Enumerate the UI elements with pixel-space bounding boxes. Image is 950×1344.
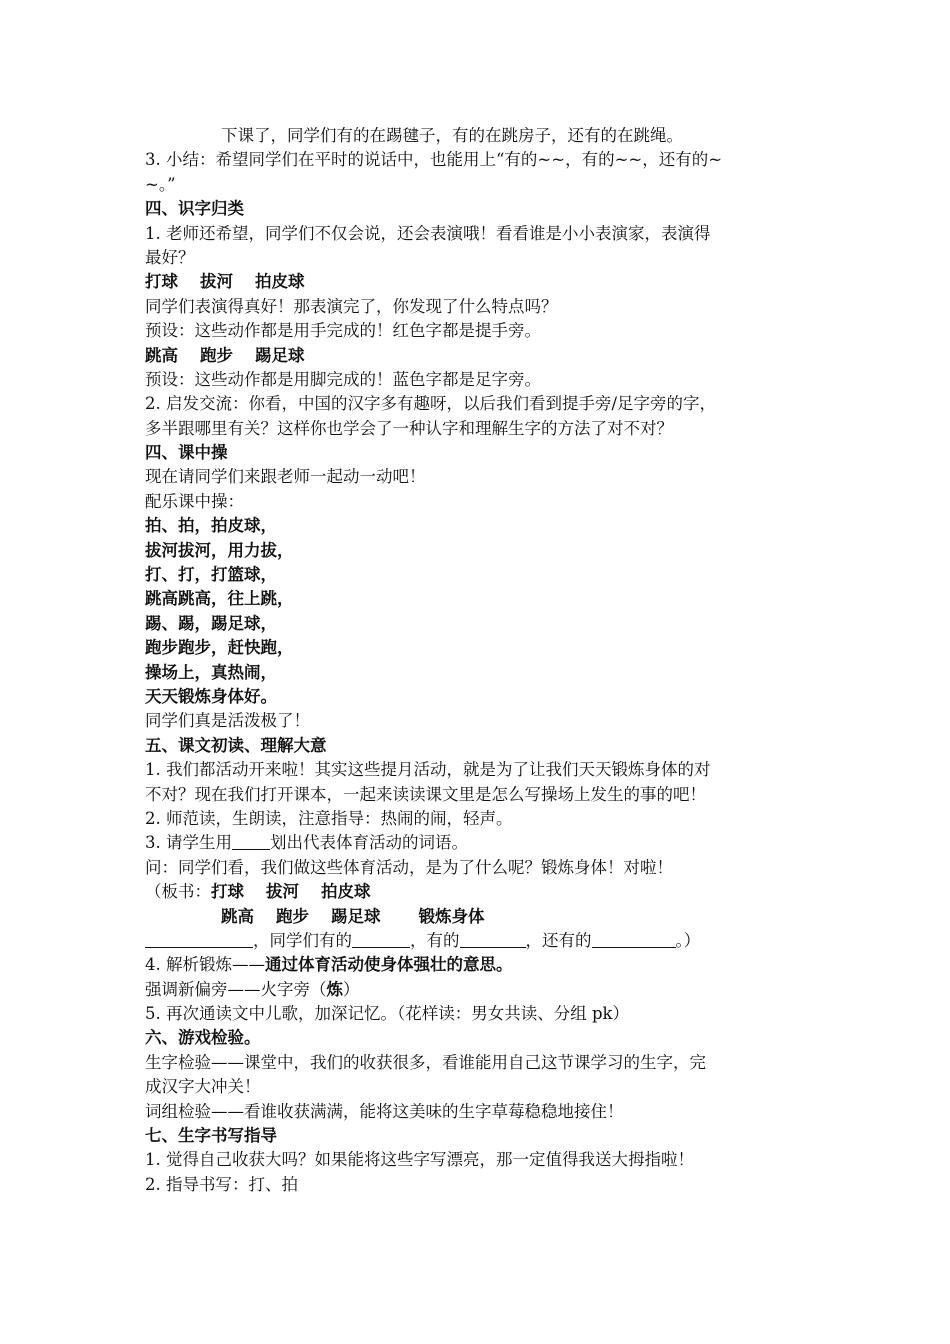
paragraph: ~。” <box>145 174 176 194</box>
word: 拔河 <box>200 272 233 292</box>
section-heading: 七、生字书写指导 <box>145 1126 277 1146</box>
paragraph: 1. 觉得自己收获大吗？如果能将这些字写漂亮，那一定值得我送大拇指啦！ <box>145 1150 694 1170</box>
word: 打球 <box>145 272 178 292</box>
paragraph: 最好？ <box>145 247 195 267</box>
word: 锻炼身体 <box>418 906 485 926</box>
word: 拍皮球 <box>255 272 305 292</box>
word-group-hand <box>145 270 813 294</box>
word: 跳高 <box>145 345 178 365</box>
paragraph: 预设：这些动作都是用手完成的！红色字都是提手旁。 <box>145 321 541 341</box>
fill-blank <box>460 931 526 948</box>
fill-blank <box>145 931 253 948</box>
paragraph: 3. 请学生用 划出代表体育活动的词语。 <box>145 833 468 853</box>
rhyme-line: 打、打，打篮球， <box>145 565 277 585</box>
paragraph: 同学们真是活泼极了！ <box>145 711 310 731</box>
section-heading: 四、课中操 <box>145 443 228 463</box>
paragraph: 配乐课中操： <box>145 491 244 511</box>
rhyme-line: 拍、拍，拍皮球， <box>145 516 277 536</box>
paragraph: 强调新偏旁——火字旁（炼） <box>145 979 360 999</box>
board-writing <box>145 905 813 929</box>
paragraph: 1. 老师还希望，同学们不仅会说，还会表演哦！看看谁是小小表演家，表演得 <box>145 223 711 243</box>
paragraph: 预设：这些动作都是用脚完成的！蓝色字都是足字旁。 <box>145 369 541 389</box>
word: 踢足球 <box>255 345 305 365</box>
fill-blank <box>352 931 410 948</box>
paragraph: 3. 小结：希望同学们在平时的说话中，也能用上“有的~~，有的~~，还有的~ <box>145 150 723 170</box>
word: 拔河 <box>266 882 299 902</box>
paragraph: 不对？现在我们打开课本，一起来读读课文里是怎么写操场上发生的事的吧！ <box>145 784 706 804</box>
paragraph: 2. 师范读，生朗读，注意指导：热闹的闹，轻声。 <box>145 808 513 828</box>
paragraph: 生字检验——课堂中，我们的收获很多，看谁能用自己这节课学习的生字，完 <box>145 1052 706 1072</box>
rhyme-line: 天天锻炼身体好。 <box>145 686 277 706</box>
rhyme-line: 跑步跑步，赶快跑， <box>145 638 294 658</box>
paragraph: 5. 再次通读文中儿歌，加深记忆。（花样读：男女共读、分组 pk） <box>145 1004 630 1024</box>
paragraph: 成汉字大冲关！ <box>145 1077 261 1097</box>
word: 踢足球 <box>331 906 381 926</box>
paragraph: 2. 指导书写：打、拍 <box>145 1174 298 1194</box>
document-body <box>145 124 813 1197</box>
rhyme-line: 操场上，真热闹， <box>145 662 277 682</box>
section-heading: 四、识字归类 <box>145 199 244 219</box>
paragraph: 2. 启发交流：你看，中国的汉字多有趣呀，以后我们看到提手旁/足字旁的字， <box>145 394 717 414</box>
fill-blank <box>232 833 270 850</box>
board-writing-blanks: ，同学们有的 ，有的 ，还有的 。） <box>145 929 813 953</box>
paragraph: 现在请同学们来跟老师一起动一动吧！ <box>145 467 426 487</box>
word: 跳高 <box>221 906 254 926</box>
paragraph: 问：同学们看，我们做这些体育活动，是为了什么呢？锻炼身体！对啦！ <box>145 857 673 877</box>
paragraph: 4. 解析锻炼——通过体育活动使身体强壮的意思。 <box>145 955 513 975</box>
paragraph: 多半跟哪里有关？这样你也学会了一种认字和理解生字的方法了对不对？ <box>145 418 673 438</box>
section-heading: 六、游戏检验。 <box>145 1028 261 1048</box>
paragraph: 词组检验——看谁收获满满，能将这美味的生字草莓稳稳地接住！ <box>145 1101 624 1121</box>
word: 拍皮球 <box>321 882 371 902</box>
paragraph: 下课了，同学们有的在踢毽子，有的在跳房子，还有的在跳绳。 <box>221 126 683 145</box>
word: 跑步 <box>276 906 309 926</box>
fill-blank <box>592 931 676 948</box>
section-heading: 五、课文初读、理解大意 <box>145 735 327 755</box>
paragraph: 1. 我们都活动开来啦！其实这些提月活动，就是为了让我们天天锻炼身体的对 <box>145 760 711 780</box>
rhyme-line: 踢、踢，踢足球， <box>145 613 277 633</box>
rhyme-line: 拔河拔河，用力拔， <box>145 540 294 560</box>
paragraph: 同学们表演得真好！那表演完了，你发现了什么特点吗？ <box>145 296 558 316</box>
word: 跑步 <box>200 345 233 365</box>
word-group-foot <box>145 344 813 368</box>
board-writing: （板书：打球 拔河 拍皮球 <box>145 882 371 902</box>
rhyme-line: 跳高跳高，往上跳， <box>145 589 294 609</box>
word: 打球 <box>211 882 244 902</box>
